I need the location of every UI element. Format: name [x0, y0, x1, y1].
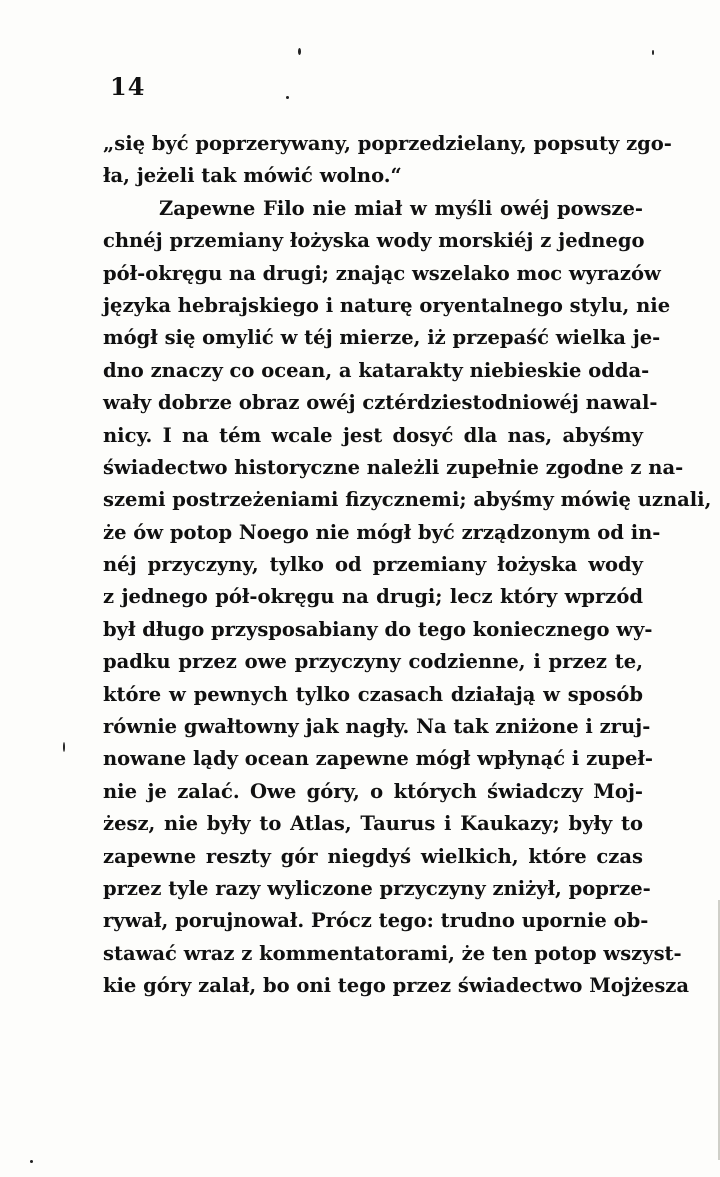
- text-line: wały dobrze obraz owéj cztérdziestodniowéj nawal-: [103, 391, 658, 415]
- text-line: z jednego pół-okręgu na drugi; lecz który wprzód: [103, 585, 643, 609]
- text-line: które w pewnych tylko czasach działają w sposób: [103, 682, 643, 706]
- text-line: języka hebrajskiego i naturę oryentalnego stylu, nie: [103, 293, 671, 317]
- text-line: że ów potop Noego nie mógł być zrządzonym od in-: [103, 520, 661, 544]
- body-text: [103, 128, 712, 1003]
- text-line: był długo przysposabiany do tego koniecznego wy-: [103, 617, 653, 641]
- scan-speck: [298, 48, 301, 55]
- text-line: padku przez owe przyczyny codzienne, i przez te,: [103, 650, 643, 674]
- text-line: żesz, nie były to Atlas, Taurus i Kaukazy; były to: [103, 812, 643, 836]
- text-line: zapewne reszty gór niegdyś wielkich, które czas: [103, 844, 643, 868]
- text-line: stawać wraz z kommentatorami, że ten potop wszyst-: [103, 941, 682, 965]
- text-line: rywał, porujnował. Prócz tego: trudno upornie ob-: [103, 909, 649, 933]
- text-line: nie je zalać. Owe góry, o których świadczy Moj-: [103, 779, 643, 803]
- text-line: nicy. I na tém wcale jest dosyć dla nas, abyśmy: [103, 423, 643, 447]
- text-line: kie góry zalał, bo oni tego przez świadectwo Mojżesza: [103, 974, 690, 998]
- text-line: równie gwałtowny jak nagły. Na tak zniżone i zruj-: [103, 715, 651, 739]
- text-line: mógł się omylić w téj mierze, iż przepaść wielka je-: [103, 326, 661, 350]
- text-line: dno znaczy co ocean, a katarakty niebieskie odda-: [103, 358, 650, 382]
- scan-speck: [286, 96, 289, 99]
- scan-speck: [30, 1160, 33, 1163]
- text-line: ła, jeżeli tak mówić wolno.“: [103, 164, 402, 188]
- text-line: Zapewne Filo nie miał w myśli owéj powsze-: [159, 196, 643, 220]
- page-number: 14: [110, 72, 146, 101]
- text-line: chnéj przemiany łożyska wody morskiéj z jednego: [103, 229, 645, 253]
- text-line: nowane lądy ocean zapewne mógł wpłynąć i zupeł-: [103, 747, 653, 771]
- scan-speck: [652, 50, 654, 55]
- text-line: szemi postrzeżeniami fizycznemi; abyśmy mówię uznali,: [103, 488, 712, 512]
- text-line: przez tyle razy wyliczone przyczyny zniżył, poprze-: [103, 876, 651, 900]
- text-line: néj przyczyny, tylko od przemiany łożyska wody: [103, 553, 643, 577]
- text-line: „się być poprzerywany, poprzedzielany, popsuty zgo-: [103, 132, 672, 155]
- text-line: pół-okręgu na drugi; znając wszelako moc wyrazów: [103, 261, 661, 285]
- text-line: świadectwo historyczne należli zupełnie zgodne z na-: [103, 455, 684, 479]
- scan-speck: [63, 742, 65, 752]
